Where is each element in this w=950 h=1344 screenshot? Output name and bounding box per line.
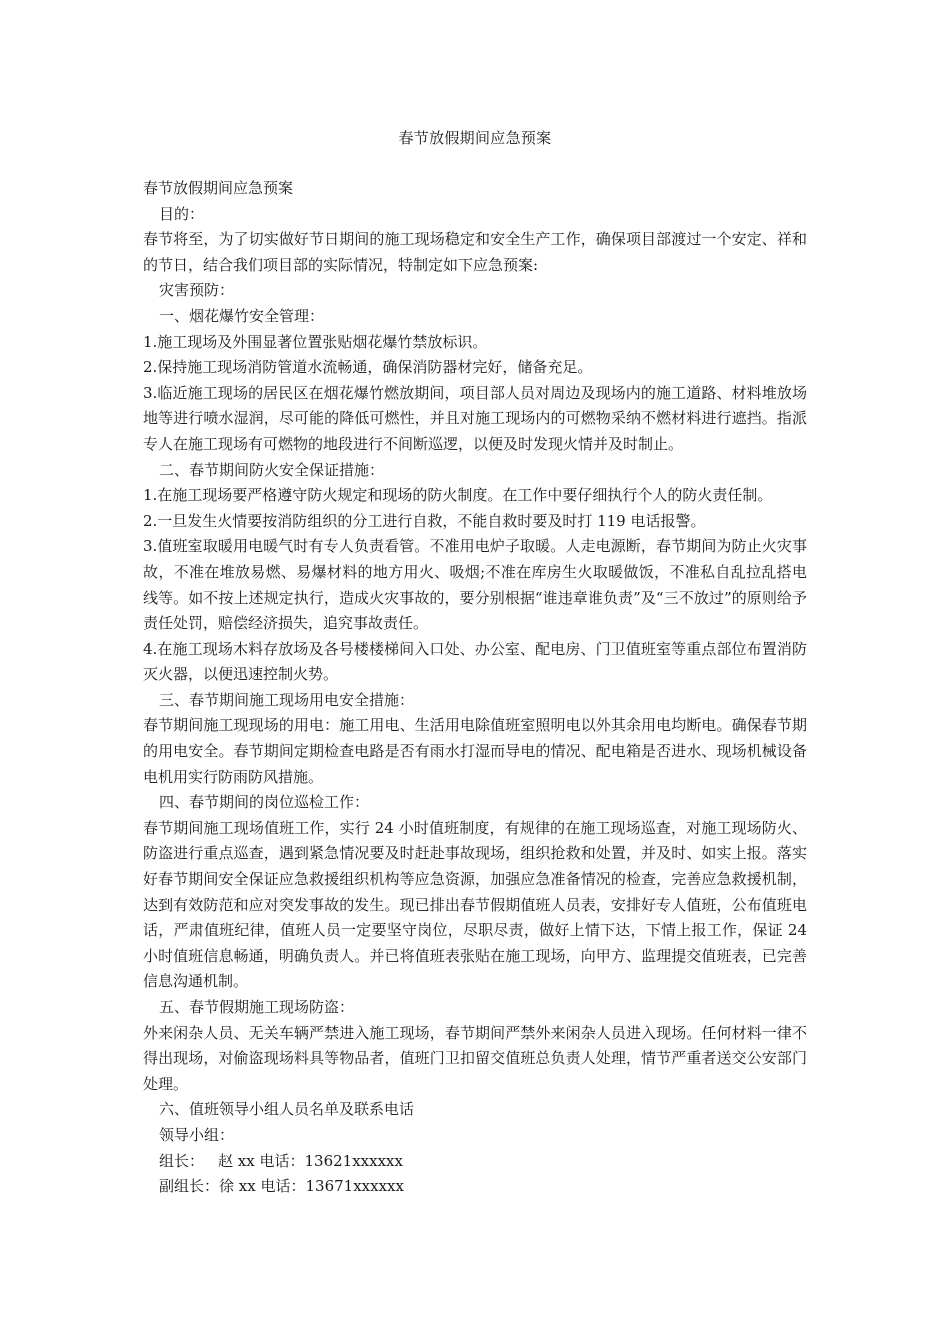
leader-contact-row — [143, 1149, 807, 1175]
section-2-title: 二、春节期间防火安全保证措施： — [159, 460, 385, 479]
deputy-contact-row — [143, 1174, 807, 1200]
section-1-item-2: 2.保持施工现场消防管道水流畅通，确保消防器材完好，储备充足。 — [143, 358, 593, 377]
purpose-label: 目的： — [159, 204, 205, 223]
section-2-item-3: 3.值班室取暖用电暖气时有专人负责看管。不准用电炉子取暖。人走电源断，春节期间为防止火灾事故，不准在堆放易燃、易爆材料的地方用火、吸烟;不准在库房生火取暖做饭，不准私自乱拉乱搭电线等。如不按上述规定执行，造成火灾事故的，要分别根据“谁违章谁负责”及“三不放过”的原则给予责任处罚，赔偿经济损失，追究事故责任。 — [143, 537, 807, 633]
section-2-item-1: 1.在施工现场要严格遵守防火规定和现场的防火制度。在工作中要仔细执行个人的防火责任制。 — [143, 486, 773, 505]
leader-role: 组长： — [159, 1151, 205, 1170]
section-5-title: 五、春节假期施工现场防盗： — [159, 998, 355, 1016]
section-1-item-1: 1.施工现场及外围显著位置张贴烟花爆竹禁放标识。 — [143, 332, 488, 351]
deputy-phone: 电话：13671xxxxxx — [260, 1177, 404, 1196]
deputy-name: 徐 xx — [219, 1177, 256, 1196]
section-2-item-2: 2.一旦发生火情要按消防组织的分工进行自救，不能自救时要及时打 119 电话报警。 — [143, 511, 706, 530]
section-4-paragraph: 春节期间施工现场值班工作，实行 24 小时值班制度，有规律的在施工现场巡查，对施工现场防火、防盗进行重点巡查，遇到紧急情况要及时赶赴事故现场，组织抢救和处置，并及时、如实上报。落实好春节期间安全保证应急救援组织机构等应急资源，加强应急准备情况的检查，完善应急救援机制，达到有效防范和应对突发事故的发生。现已排出春节假期值班人员表，安排好专人值班，公布值班电话，严肃值班纪律，值班人员一定要坚守岗位，尽职尽责，做好上情下达，下情上报工作，保证 24 小时值班信息畅通，明确负责人。并已将值班表张贴在施工现场，向甲方、监理提交值班表，已完善信息沟通机制。 — [143, 818, 807, 991]
section-2-item-4: 4.在施工现场木料存放场及各号楼楼梯间入口处、办公室、配电房、门卫值班室等重点部位布置消防灭火器，以便迅速控制火势。 — [143, 639, 807, 684]
purpose-paragraph: 春节将至，为了切实做好节日期间的施工现场稳定和安全生产工作，确保项目部渡过一个安定、祥和的节日，结合我们项目部的实际情况，特制定如下应急预案: — [143, 230, 807, 274]
leadership-group-label: 领导小组： — [159, 1125, 235, 1144]
deputy-role: 副组长： — [159, 1177, 220, 1196]
section-3-title: 三、春节期间施工现场用电安全措施： — [159, 690, 415, 709]
section-3-paragraph: 春节期间施工现现场的用电：施工用电、生活用电除值班室照明电以外其余用电均断电。确保春节期的用电安全。春节期间定期检查电路是否有雨水打湿而导电的情况、配电箱是否进水、现场机械设备电机用实行防雨防风措施。 — [143, 716, 807, 786]
page-title: 春节放假期间应急预案 — [398, 129, 552, 147]
section-4-title: 四、春节期间的岗位巡检工作： — [159, 793, 370, 812]
leader-name: 赵 xx — [218, 1151, 255, 1170]
prevention-label: 灾害预防： — [159, 281, 235, 300]
document-body — [143, 176, 807, 1200]
section-5-paragraph: 外来闲杂人员、无关车辆严禁进入施工现场，春节期间严禁外来闲杂人员进入现场。任何材料一律不得出现场，对偷盗现场料具等物品者，值班门卫扣留交值班总负责人处理，情节严重者送交公安部门处理。 — [143, 1023, 807, 1093]
section-1-title: 一、烟花爆竹安全管理： — [159, 306, 325, 325]
section-1-item-3: 3.临近施工现场的居民区在烟花爆竹燃放期间，项目部人员对周边及现场内的施工道路、材料堆放场地等进行喷水湿润，尽可能的降低可燃性，并且对施工现场内的可燃物采纳不燃材料进行遮挡。指派专人在施工现场有可燃物的地段进行不间断巡逻，以便及时发现火情并及时制止。 — [143, 383, 807, 453]
document-heading: 春节放假期间应急预案 — [143, 179, 294, 197]
leader-phone: 电话：13621xxxxxx — [259, 1151, 403, 1170]
section-6-title: 六、值班领导小组人员名单及联系电话 — [159, 1100, 415, 1119]
